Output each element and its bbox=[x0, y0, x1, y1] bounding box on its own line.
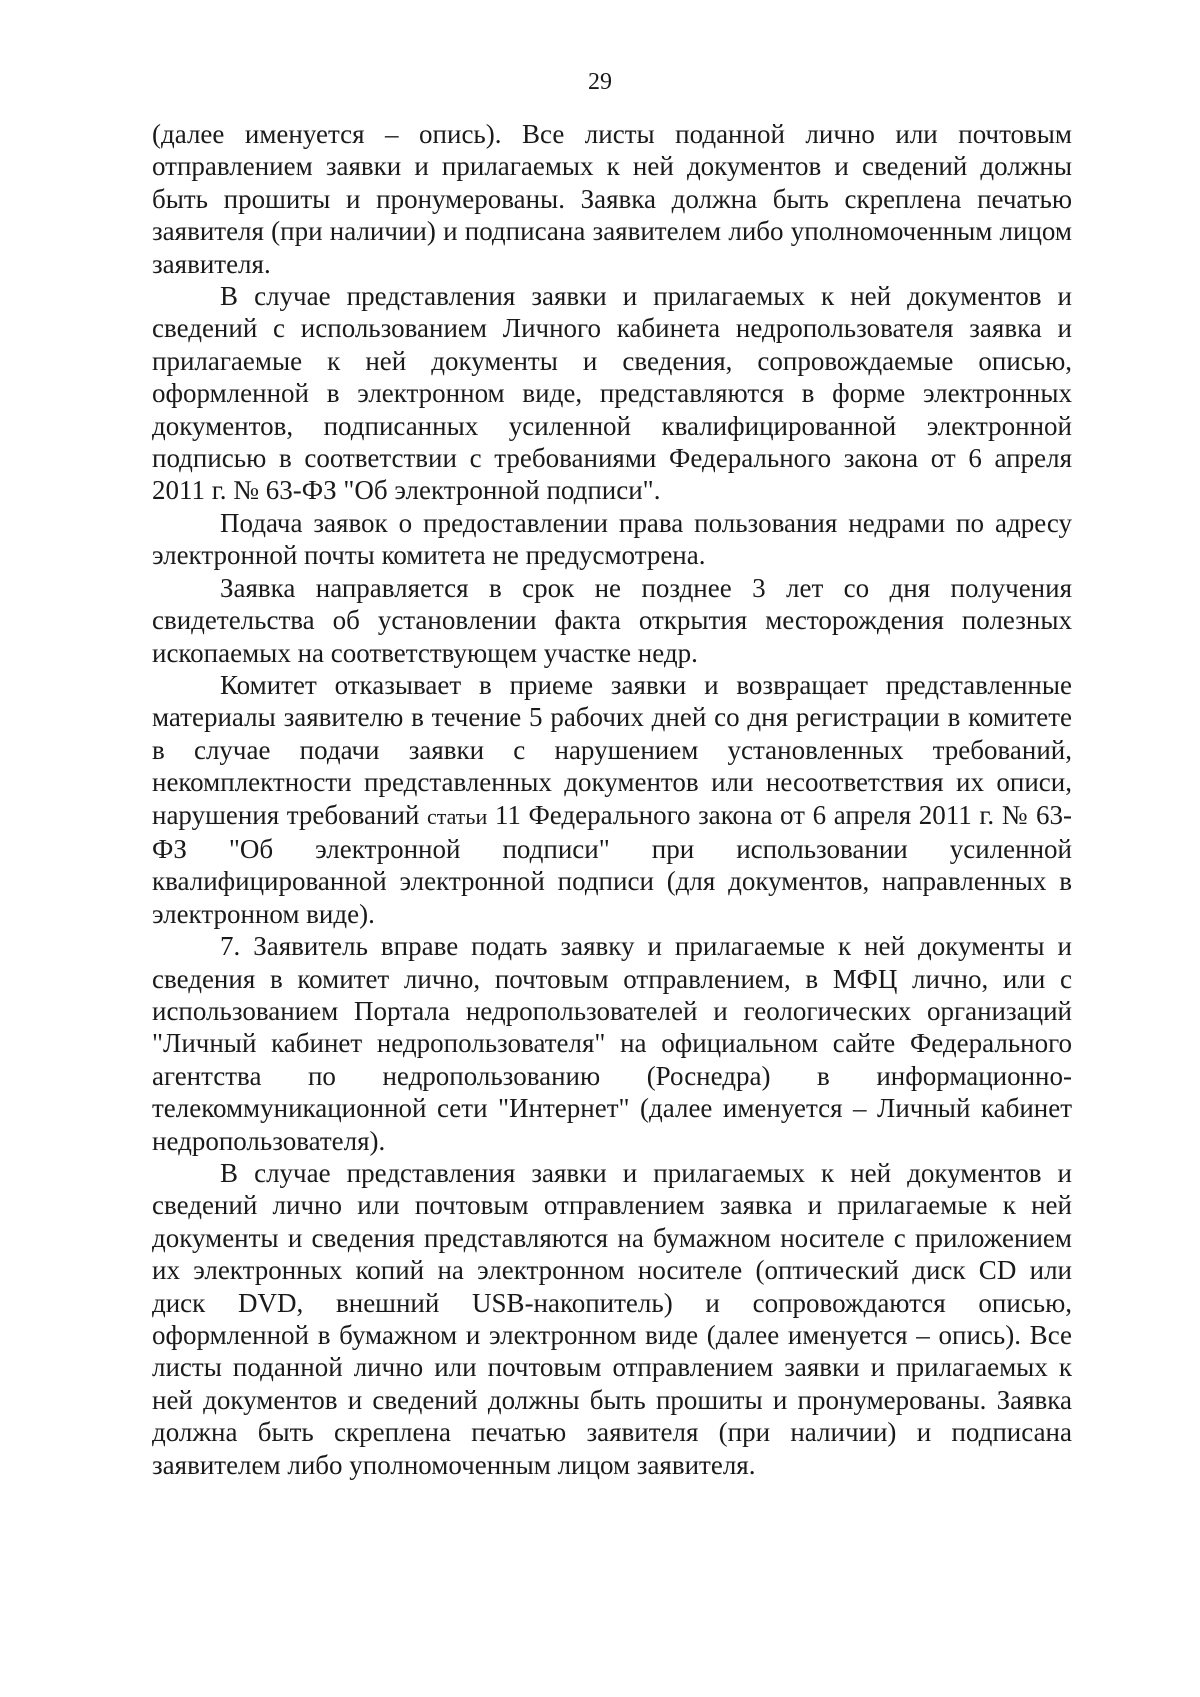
paragraph-item-7: 7. Заявитель вправе подать заявку и прилагаемые к ней документы и сведения в комитет лично, почтовым отправлением, в МФЦ лично, или с использованием Портала недропользователей и геологических организаций "Личный кабинет недропользователя" на официальном сайте Федерального агентства по недропользованию (Роснедра) в информационно-телекоммуникационной сети "Интернет" (далее именуется – Личный кабинет недропользователя). bbox=[152, 931, 1072, 1156]
page-number: 29 bbox=[588, 69, 612, 95]
paragraph: Подача заявок о предоставлении права пользования недрами по адресу электронной почты комитета не предусмотрена. bbox=[152, 507, 1072, 571]
paragraph-refusal bbox=[152, 669, 1072, 930]
paragraph: Заявка направляется в срок не позднее 3 лет со дня получения свидетельства об установлении факта открытия месторождения полезных ископаемых на соответствующем участке недр. bbox=[152, 572, 1072, 668]
paragraph: В случае представления заявки и прилагаемых к ней документов и сведений с использованием Личного кабинета недропользователя заявка и прилагаемые к ней документы и сведения, сопровождаемые описью, оформленной в электронном виде, представляются в форме электронных документов, подписанных усиленной квалифицированной электронной подписью в соответствии с требованиями Федерального закона от 6 апреля 2011 г. № 63-ФЗ "Об электронной подписи". bbox=[152, 281, 1072, 506]
paragraph-continuation: (далее именуется – опись). Все листы поданной лично или почтовым отправлением заявки и прилагаемых к ней документов и сведений должны быть прошиты и пронумерованы. Заявка должна быть скреплена печатью заявителя (при наличии) и подписана заявителем либо уполномоченным лицом заявителя. bbox=[152, 119, 1072, 279]
paragraph-text: Комитет отказывает в приеме заявки и возвращает представленные материалы заявителю в течение 5 рабочих дней со дня регистрации в комитете в случае подачи заявки с нарушением установленных требований, некомплектности представленных документов или несоответствия их описи, нарушения требований bbox=[152, 669, 1072, 830]
document-body bbox=[152, 118, 1072, 1481]
paragraph-text: 11 Федерального закона от 6 апреля 2011 г. № 63-ФЗ "Об электронной подписи" при использовании усиленной квалифицированной электронной подписи (для документов, направленных в электронном виде). bbox=[152, 799, 1072, 929]
article-word: статьи bbox=[426, 803, 488, 829]
paragraph: В случае представления заявки и прилагаемых к ней документов и сведений лично или почтовым отправлением заявка и прилагаемые к ней документы и сведения представляются на бумажном носителе с приложением их электронных копий на электронном носителе (оптический диск CD или диск DVD, внешний USB-накопитель) и сопровождаются описью, оформленной в бумажном и электронном виде (далее именуется – опись). Все листы поданной лично или почтовым отправлением заявки и прилагаемых к ней документов и сведений должны быть прошиты и пронумерованы. Заявка должна быть скреплена печатью заявителя (при наличии) и подписана заявителем либо уполномоченным лицом заявителя. bbox=[152, 1158, 1072, 1480]
